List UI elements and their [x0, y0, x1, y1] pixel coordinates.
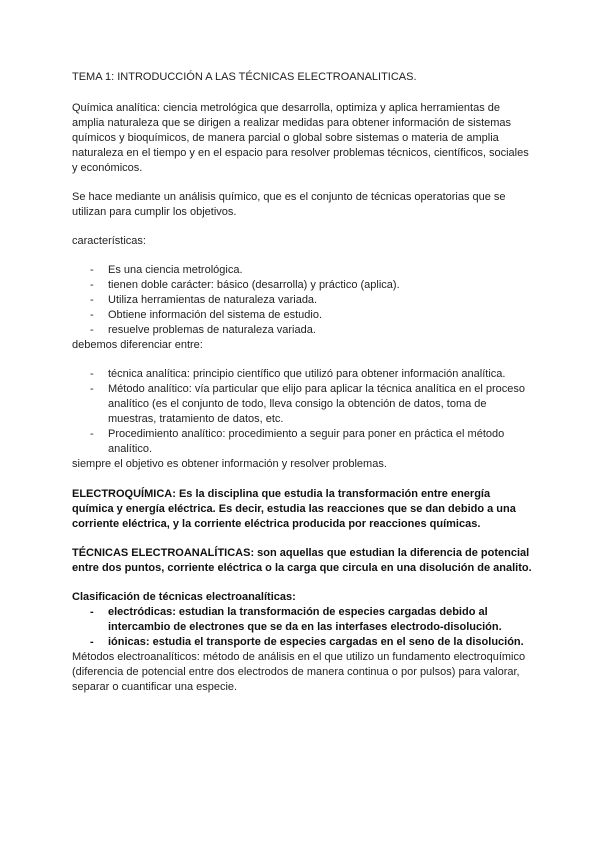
quimica-analitica-paragraph: Química analítica: ciencia metrológica que desarrolla, optimiza y aplica herramientas de amplia naturaleza que se dirigen a realizar medidas para obtener información de sistemas químicos y bioquímicos, de manera parcial o global sobre sistemas o materia de amplia naturaleza en el tiempo y en el espacio para resolver problemas técnicos, científicos, sociales y económicos.: [72, 102, 529, 174]
electroquimica-definition: ELECTROQUÍMICA: Es la disciplina que estudia la transformación entre energía química y energía eléctrica. Es decir, estudia las reacciones que se dan debido a una corriente eléctrica, y la corriente eléctrica producida por reacciones químicas.: [72, 488, 516, 530]
list-item: - iónicas: estudia el transporte de especies cargadas en el seno de la disolución.: [72, 635, 532, 650]
clasificacion-heading: Clasificación de técnicas electroanalíticas:: [72, 591, 296, 603]
caracteristicas-label: características:: [72, 235, 146, 247]
list-item: - Es una ciencia metrológica.: [72, 263, 532, 278]
clasificacion-list: [72, 605, 532, 650]
list-item: - resuelve problemas de naturaleza variada.: [72, 323, 532, 338]
list-item: - tienen doble carácter: básico (desarrolla) y práctico (aplica).: [72, 278, 532, 293]
metodos-paragraph: Métodos electroanalíticos: método de análisis en el que utilizo un fundamento electroquímico (diferencia de potencial entre dos electrodos de manera continua o por pulsos) para valorar, separar o cuantificar una especie.: [72, 651, 526, 693]
document-page: [72, 70, 532, 695]
page-title: TEMA 1: INTRODUCCIÓN A LAS TÉCNICAS ELECTROANALITICAS.: [72, 71, 417, 83]
list-item: - Utiliza herramientas de naturaleza variada.: [72, 293, 532, 308]
analisis-quimico-paragraph: Se hace mediante un análisis químico, que es el conjunto de técnicas operatorias que se utilizan para cumplir los objetivos.: [72, 191, 506, 218]
list-item: - técnica analítica: principio científico que utilizó para obtener información analítica.: [72, 367, 532, 382]
list-item: - Obtiene información del sistema de estudio.: [72, 308, 532, 323]
tecnicas-definition: TÉCNICAS ELECTROANALÍTICAS: son aquellas que estudian la diferencia de potencial entre dos puntos, corriente eléctrica o la carga que circula en una disolución de analito.: [72, 547, 532, 574]
diferenciar-list: [72, 367, 532, 457]
list-item: - electródicas: estudian la transformación de especies cargadas debido al intercambio de electrones que se da en las interfases electrodo-disolución.: [72, 605, 532, 635]
caracteristicas-list: [72, 263, 532, 338]
list-item: - Método analítico: vía particular que elijo para aplicar la técnica analítica en el proceso analítico (es el conjunto de todo, lleva consigo la obtención de datos, toma de muestras, tratamiento de datos, etc.: [72, 382, 532, 427]
diferenciar-label: debemos diferenciar entre:: [72, 339, 203, 351]
objetivo-text: siempre el objetivo es obtener información y resolver problemas.: [72, 458, 387, 470]
list-item: - Procedimiento analítico: procedimiento a seguir para poner en práctica el método analítico.: [72, 427, 532, 457]
